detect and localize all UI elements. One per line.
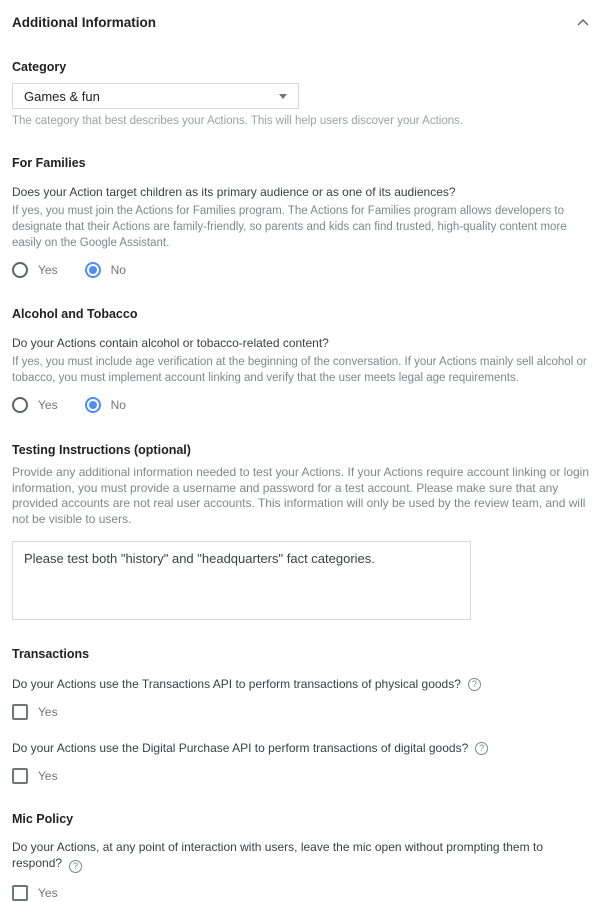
transactions-physical-goods-group — [12, 677, 593, 720]
help-icon[interactable]: ? — [468, 678, 481, 691]
transactions-digital-question: Do your Actions use the Digital Purchase API to perform transactions of digital goods? — [12, 741, 469, 755]
mic-policy-checkbox-row — [12, 885, 593, 902]
help-icon[interactable]: ? — [69, 860, 82, 873]
transactions-physical-question: Do your Actions use the Transactions API to perform transactions of physical goods? — [12, 677, 461, 691]
for-families-helper: If yes, you must join the Actions for Families program. The Actions for Families program allows developers to designate that their Actions are family-friendly, so parents and kids can find trusted, high-quality content more easily on the Google Assistant. — [12, 205, 567, 249]
mic-policy-checkbox[interactable] — [12, 885, 28, 901]
alcohol-tobacco-radio-yes[interactable] — [12, 397, 28, 413]
category-section — [12, 60, 593, 127]
for-families-question: Does your Action target children as its primary audience or as one of its audiences? — [12, 185, 456, 199]
transactions-digital-goods-group — [12, 741, 593, 784]
for-families-radio-no-label[interactable]: No — [110, 262, 126, 277]
testing-instructions-input[interactable] — [12, 541, 471, 620]
alcohol-tobacco-radio-no-label[interactable]: No — [110, 397, 126, 412]
alcohol-tobacco-question: Do your Actions contain alcohol or tobacco-related content? — [12, 336, 329, 350]
dropdown-arrow-icon — [279, 94, 287, 99]
category-helper-text: The category that best describes your Actions. This will help users discover your Actions. — [12, 115, 464, 127]
category-select[interactable] — [12, 83, 299, 109]
testing-instructions-heading: Testing Instructions (optional) — [12, 443, 191, 457]
transactions-physical-checkbox-label[interactable]: Yes — [38, 704, 58, 719]
for-families-radio-no[interactable] — [85, 262, 101, 278]
testing-instructions-helper: Provide any additional information needed to test your Actions. If your Actions require account linking or login information, you must provide a username and password for a test account. Please make sure that any provided accounts are not real user accounts. This information will only be used by the review team, and will not be visible to users. — [12, 465, 590, 526]
for-families-section — [12, 156, 593, 278]
mic-policy-heading: Mic Policy — [12, 812, 74, 826]
help-icon[interactable]: ? — [475, 742, 488, 755]
mic-policy-section — [12, 812, 593, 902]
page-title: Additional Information — [12, 15, 156, 30]
mic-policy-question-row — [12, 840, 572, 873]
category-label: Category — [12, 60, 67, 74]
for-families-radio-yes[interactable] — [12, 262, 28, 278]
alcohol-tobacco-radio-yes-label[interactable]: Yes — [38, 397, 58, 412]
alcohol-tobacco-radio-no[interactable] — [85, 397, 101, 413]
for-families-heading: For Families — [12, 156, 86, 170]
transactions-physical-checkbox[interactable] — [12, 704, 28, 720]
transactions-heading: Transactions — [12, 647, 90, 661]
alcohol-tobacco-radio-group — [12, 396, 593, 413]
mic-policy-checkbox-label[interactable]: Yes — [38, 886, 58, 900]
alcohol-tobacco-section — [12, 307, 593, 413]
chevron-up-icon — [577, 14, 589, 29]
transactions-digital-checkbox-label[interactable]: Yes — [38, 768, 58, 783]
testing-instructions-section — [12, 443, 593, 620]
mic-policy-question: Do your Actions, at any point of interaction with users, leave the mic open without prompting them to respond? — [12, 840, 543, 870]
for-families-radio-group — [12, 261, 593, 278]
for-families-radio-yes-label[interactable]: Yes — [38, 262, 58, 277]
alcohol-tobacco-heading: Alcohol and Tobacco — [12, 307, 138, 321]
transactions-section — [12, 647, 593, 784]
alcohol-tobacco-helper: If yes, you must include age verification at the beginning of the conversation. If your Actions mainly sell alcohol or tobacco, you must implement account linking and verify that the user meets legal age requirements. — [12, 356, 587, 384]
category-selected-value: Games & fun — [24, 88, 100, 104]
transactions-digital-checkbox[interactable] — [12, 768, 28, 784]
panel-header — [12, 15, 593, 30]
collapse-section-button[interactable] — [573, 17, 593, 28]
